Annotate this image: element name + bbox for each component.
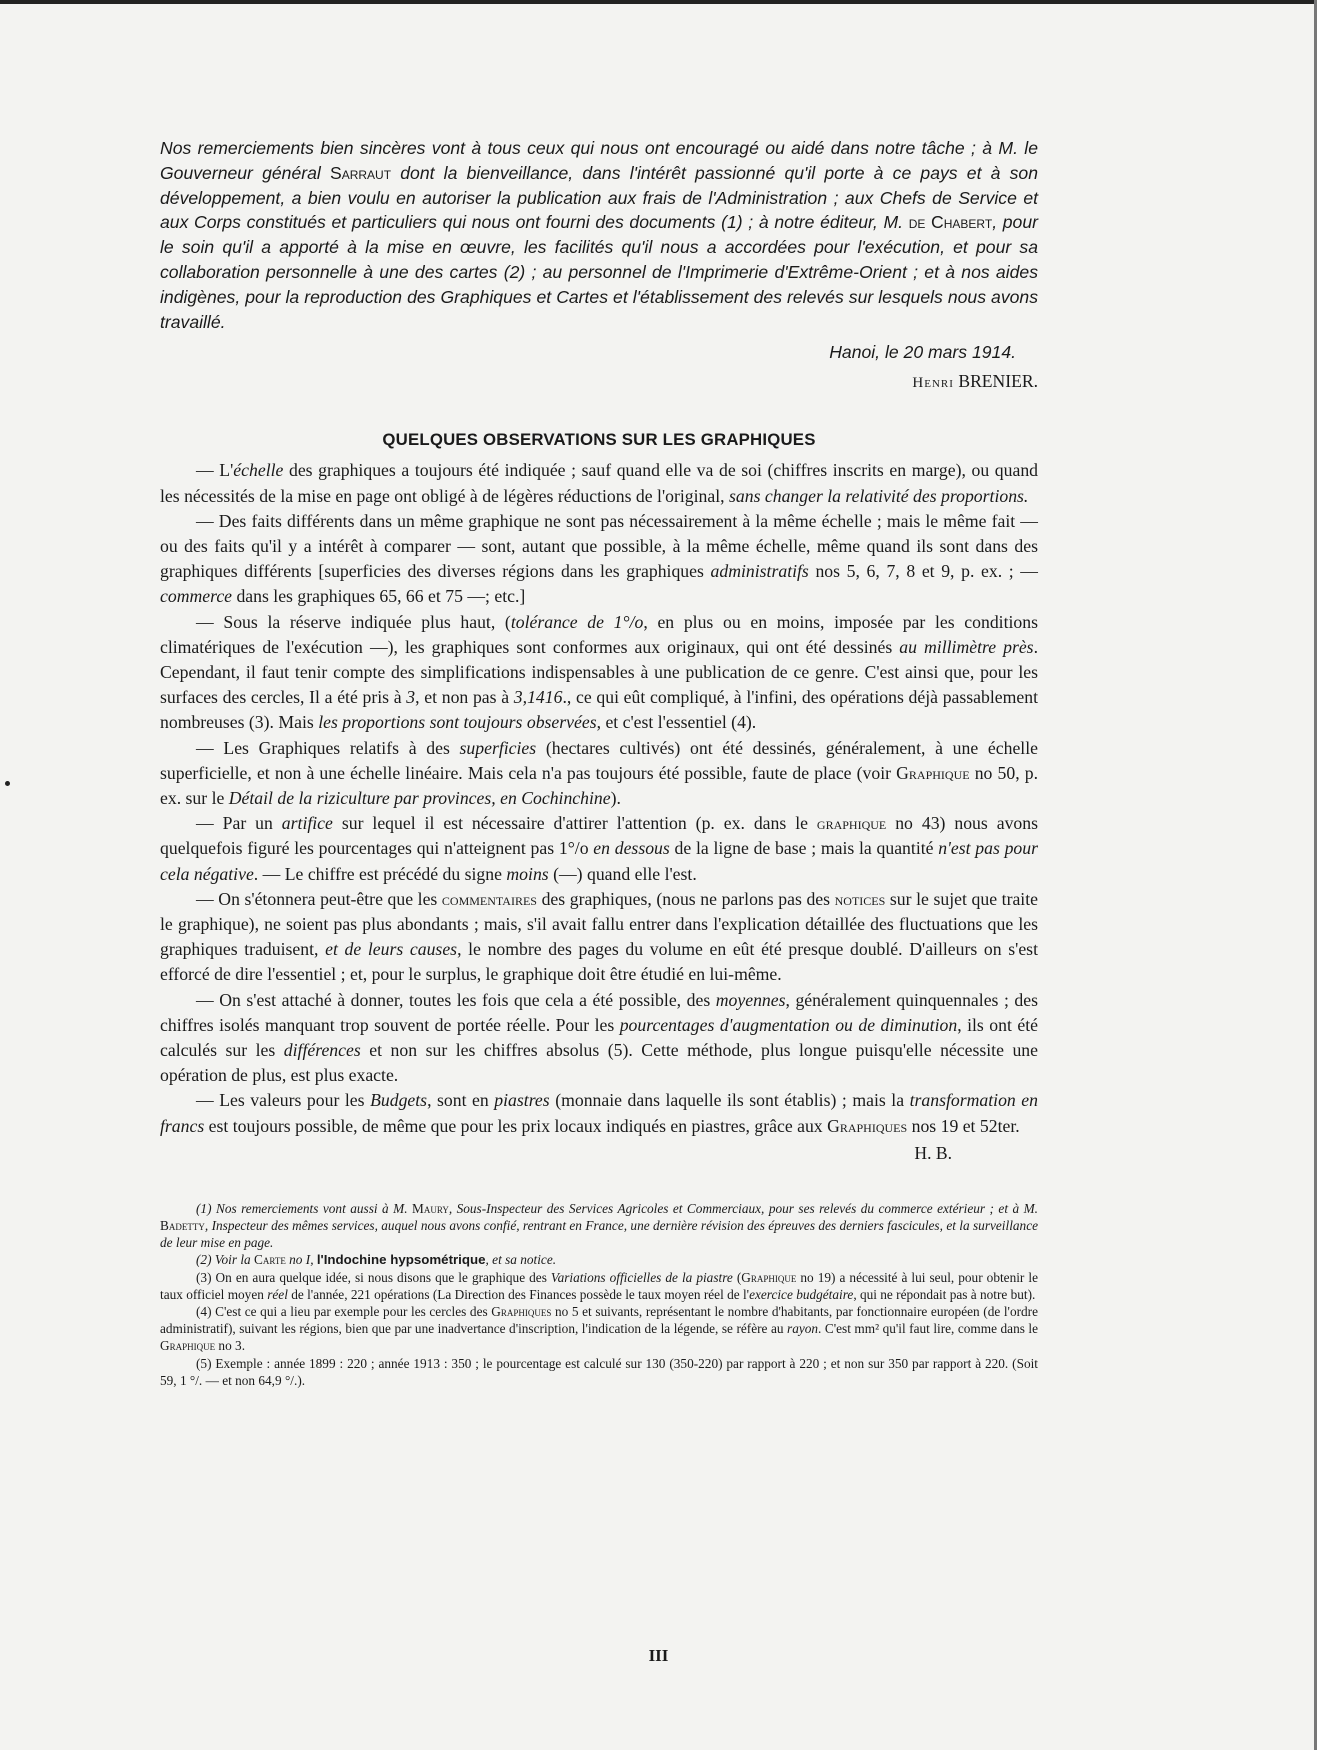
initials-hb: H. B. — [914, 1142, 952, 1163]
observation-paragraph-1: — L'échelle des graphiques a toujours été indiquée ; sauf quand elle va de soi (chiffres inscrits en marge), ou quand les nécessités de la mise en page ont obligé à de légères réductions de l'original, sans changer la relativité des proportions. — [160, 460, 1039, 506]
margin-dot — [5, 781, 10, 786]
observation-paragraph-7: — On s'est attaché à donner, toutes les fois que cela a été possible, des moyennes, généralement quinquennales ; des chiffres isolés manquant trop souvent de portée réelle. Pour les pourcentages d'augmentation ou de diminution, ils ont été calculés sur les différences et non sur les chiffres absolus (5). Cette méthode, plus longue puisqu'elle nécessite une opération de plus, est plus exacte. — [160, 989, 1039, 1086]
top-edge-rule — [0, 0, 1317, 4]
footnotes — [160, 1200, 1038, 1389]
observation-paragraph-3: — Sous la réserve indiquée plus haut, (tolérance de 1°/o, en plus ou en moins, imposée par les conditions climatériques de l'exécution —), les graphiques sont conformes aux originaux, qui ont été dessinés au millimètre près. Cependant, il faut tenir compte des simplifications indispensables à une publication de ce genre. C'est ainsi que, pour les surfaces des cercles, Il a été pris à 3, et non pas à 3,1416., ce qui eût compliqué, à l'infini, des opérations déjà passablement nombreuses (3). Mais les proportions sont toujours observées, et c'est l'essentiel (4). — [160, 611, 1038, 733]
observation-paragraph-4: — Les Graphiques relatifs à des superficies (hectares cultivés) ont été dessinés, généralement, à une échelle superficielle, et non à une échelle linéaire. Mais cela n'a pas toujours été possible, faute de place (voir Graphique no 50, p. ex. sur le Détail de la riziculture par provinces, en Cochinchine). — [160, 737, 1039, 809]
intro-text-1: Nos remerciements bien sincères vont à tous ceux qui nous ont encouragé ou aidé dans notre tâche ; à M. le Gouverneur général — [160, 138, 1038, 183]
observation-paragraph-8: — Les valeurs pour les Budgets, sont en piastres (monnaie dans laquelle ils sont établis) ; mais la transformation en francs est toujours possible, de même que pour les prix locaux indiqués en piastres, grâce aux Graphiques nos 19 et 52ter. — [160, 1090, 1038, 1136]
observation-paragraph-6: — On s'étonnera peut-être que les commentaires des graphiques, (nous ne parlons pas des notices sur le sujet que traite le graphique), ne soient pas plus abondants ; mais, s'il avait fallu entrer dans l'explication détaillée des fluctuations que les graphiques traduisent, et de leurs causes, le nombre des pages du volume en eût été presque doublé. D'ailleurs on s'est efforcé de dire l'essentiel ; et, pour le surplus, le graphique doit être étudié en lui-même. — [160, 888, 1038, 985]
signature-author — [160, 371, 1038, 392]
footnote-2: (2) Voir la Carte no I, l'Indochine hypsométrique, et sa notice. — [196, 1252, 557, 1268]
name-sarraut: Sarraut — [329, 162, 392, 183]
observations-heading: QUELQUES OBSERVATIONS SUR LES GRAPHIQUES — [382, 430, 816, 450]
signature-date: Hanoi, le 20 mars 1914. — [829, 342, 1016, 363]
acknowledgements-paragraph — [160, 136, 1038, 334]
observation-paragraph-2: — Des faits différents dans un même graphique ne sont pas nécessairement à la même échelle ; mais le même fait — ou des faits qu'il y a intérêt à comparer — sont, autant que possible, à la même échelle, même quand ils sont dans des graphiques différents [superficies des diverses régions dans les graphiques administratifs nos 5, 6, 7, 8 et 9, p. ex. ; — commerce dans les graphiques 65, 66 et 75 —; etc.] — [160, 510, 1038, 607]
intro-text-2: dont la bienveillance, dans l'intérêt passionné qu'il porte à ce pays et à son développement, a bien voulu en autoriser la publication aux frais de l'Administration ; aux Chefs de Service et aux Corps constitués et particuliers qui nous ont fourni des documents (1) ; à notre éditeur, M. — [160, 162, 1038, 233]
page-number: III — [648, 1646, 669, 1665]
page-content — [160, 136, 1038, 1389]
intro-text-3: , pour le soin qu'il a apporté à la mise en œuvre, les facilités qu'il nous a accordées pour l'exécution, et pour sa collaboration personnelle à une des cartes (2) ; au personnel de l'Imprimerie d'Extrême-Orient ; et à nos aides indigènes, pour la reproduction des Graphiques et Cartes et l'établissement des relevés sur lesquels nous avons travaillé. — [160, 212, 1038, 332]
footnote-3: (3) On en aura quelque idée, si nous disons que le graphique des Variations officielles de la piastre (Graphique no 19) a nécessité à lui seul, pour obtenir le taux officiel moyen réel de l'année, 221 opérations (La Direction des Finances possède le taux moyen réel de l'exercice budgétaire, qui ne répondait pas à notre but). — [160, 1269, 1038, 1302]
name-chabert: de Chabert — [908, 212, 993, 233]
observation-paragraph-5: — Par un artifice sur lequel il est nécessaire d'attirer l'attention (p. ex. dans le graphique no 43) nous avons quelquefois figuré les pourcentages qui n'atteignent pas 1°/o en dessous de la ligne de base ; mais la quantité n'est pas pour cela négative. — Le chiffre est précédé du signe moins (—) quand elle l'est. — [160, 813, 1038, 884]
footnote-4: (4) C'est ce qui a lieu par exemple pour les cercles des Graphiques no 5 et suivants, représentant le nombre d'habitants, par fonctionnaire européen (de l'ordre administratif), suivant les régions, bien que par une inadvertance d'inscription, l'indication de la légende, se réfère au rayon. C'est mm² qu'il faut lire, comme dans le Graphique no 3. — [160, 1304, 1038, 1354]
footnote-1: (1) Nos remerciements vont aussi à M. Maury, Sous-Inspecteur des Services Agricoles et Commerciaux, pour ses relevés du commerce extérieur ; et à M. Badetty, Inspecteur des mêmes services, auquel nous avons confié, rentrant en France, une dernière révision des épreuves des derniers fascicules, et la surveillance de leur mise en page. — [160, 1200, 1038, 1251]
author-first-name: Henri — [912, 375, 954, 392]
author-last-name: BRENIER. — [958, 371, 1038, 392]
footnote-5: (5) Exemple : année 1899 : 220 ; année 1913 : 350 ; le pourcentage est calculé sur 130 (350-220) par rapport à 220 ; et non sur 350 par rapport à 220. (Soit 59, 1 °/. — et non 64,9 °/.). — [160, 1355, 1038, 1388]
